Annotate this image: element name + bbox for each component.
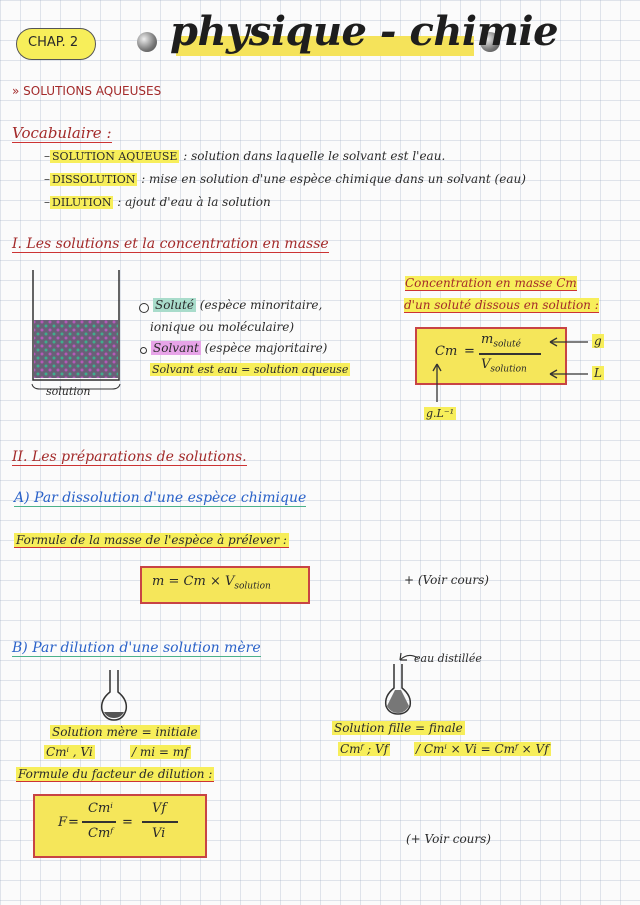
eau-distillee: eau distillée — [414, 652, 482, 665]
beaker-icon — [28, 268, 124, 396]
vocab-term-1: SOLUTION AQUEUSE — [52, 150, 178, 163]
mother-label: Solution mère = initiale — [52, 725, 198, 739]
formula-cm: Cm — [435, 344, 458, 359]
mass-formula-m: m — [152, 574, 165, 589]
vocab-item-1: – SOLUTION AQUEUSE : solution dans laquelle le solvant est l'eau. — [44, 149, 446, 163]
vocab-heading: Vocabulaire : — [12, 124, 112, 142]
solute-desc: (espèce minoritaire, — [199, 298, 323, 312]
mass-formula-cm: Cm — [183, 574, 206, 589]
mass-formula-v-sub: solution — [234, 581, 271, 592]
unit-g: g — [594, 334, 602, 348]
voir-cours-1: + (Voir cours) — [404, 573, 489, 587]
section-title: » SOLUTIONS AQUEUSES — [12, 84, 162, 98]
chapter-badge-text: CHAP. 2 — [28, 35, 79, 50]
vocab-def-2: : mise en solution d'une espèce chimique dans un solvant (eau) — [141, 172, 526, 186]
unit-l: L — [594, 366, 602, 380]
formula-num-var: m — [481, 332, 494, 347]
mass-formula-label: Formule de la masse de l'espèce à prélever : — [16, 533, 287, 547]
mother-mass: / mi = mf — [132, 745, 189, 759]
solvent-desc: (espèce majoritaire) — [204, 341, 328, 355]
solute-desc-2: ionique ou moléculaire) — [150, 320, 295, 334]
dilution-relation: / Cmⁱ × Vi = Cmᶠ × Vf — [416, 742, 549, 756]
conc-title-2: d'un soluté dissous en solution : — [404, 298, 599, 312]
solvent-line — [151, 341, 327, 355]
mother-flask-icon — [98, 668, 130, 724]
part2-a-heading: A) Par dissolution d'une espèce chimique — [14, 490, 307, 506]
conc-title-1: Concentration en masse Cm — [405, 276, 577, 290]
mass-formula-v: V — [224, 574, 235, 589]
factor-lhs: F — [58, 815, 68, 830]
formula-den-var: V — [481, 357, 491, 372]
daughter-label: Solution fille = finale — [334, 721, 463, 735]
solvent-term: Solvant — [153, 341, 199, 355]
mother-vars: Cmⁱ , Vi — [46, 745, 93, 759]
unit-result: g.L⁻¹ — [426, 407, 455, 420]
formula-num-sub: soluté — [493, 339, 521, 350]
solute-term: Soluté — [155, 298, 194, 312]
mass-formula — [152, 574, 271, 592]
solvent-bullet-icon — [140, 347, 147, 354]
vocab-def-1: : solution dans laquelle le solvant est l'eau. — [183, 149, 446, 163]
vocab-item-2: – DISSOLUTION : mise en solution d'une espèce chimique dans un solvant (eau) — [44, 172, 526, 186]
formula-den-sub: solution — [490, 364, 527, 375]
factor-num1: Cmⁱ — [88, 801, 113, 816]
pin-left-icon — [137, 32, 157, 52]
solute-line — [153, 298, 322, 312]
page-title: physique - chimie — [170, 8, 559, 55]
factor-eq1: = — [68, 815, 79, 830]
solvent-note: Solvant est eau = solution aqueuse — [152, 363, 349, 376]
mass-formula-eq: = — [168, 574, 180, 589]
vocab-def-3: : ajout d'eau à la solution — [117, 195, 271, 209]
factor-den1: Cmᶠ — [88, 826, 114, 841]
factor-bar-2 — [142, 821, 178, 823]
daughter-vars: Cmᶠ ; Vf — [340, 742, 389, 756]
factor-num2: Vf — [152, 801, 167, 816]
voir-cours-2: (+ Voir cours) — [406, 832, 491, 846]
part2-heading: II. Les préparations de solutions. — [12, 449, 247, 465]
part1-heading: I. Les solutions et la concentration en masse — [12, 236, 329, 252]
solute-bullet-icon — [139, 303, 149, 313]
mass-formula-times: × — [209, 574, 221, 589]
beaker-label: solution — [46, 385, 91, 398]
part2-b-heading: B) Par dilution d'une solution mère — [12, 640, 261, 656]
vocab-term-2: DISSOLUTION — [52, 173, 136, 186]
factor-eq2: = — [122, 815, 133, 830]
vocab-item-3: – DILUTION : ajout d'eau à la solution — [44, 195, 271, 209]
chapter-badge — [16, 28, 96, 60]
factor-label: Formule du facteur de dilution : — [18, 767, 213, 781]
factor-den2: Vi — [152, 826, 166, 841]
factor-bar-1 — [82, 821, 116, 823]
formula-eq: = — [464, 344, 475, 359]
vocab-term-3: DILUTION — [52, 196, 112, 209]
